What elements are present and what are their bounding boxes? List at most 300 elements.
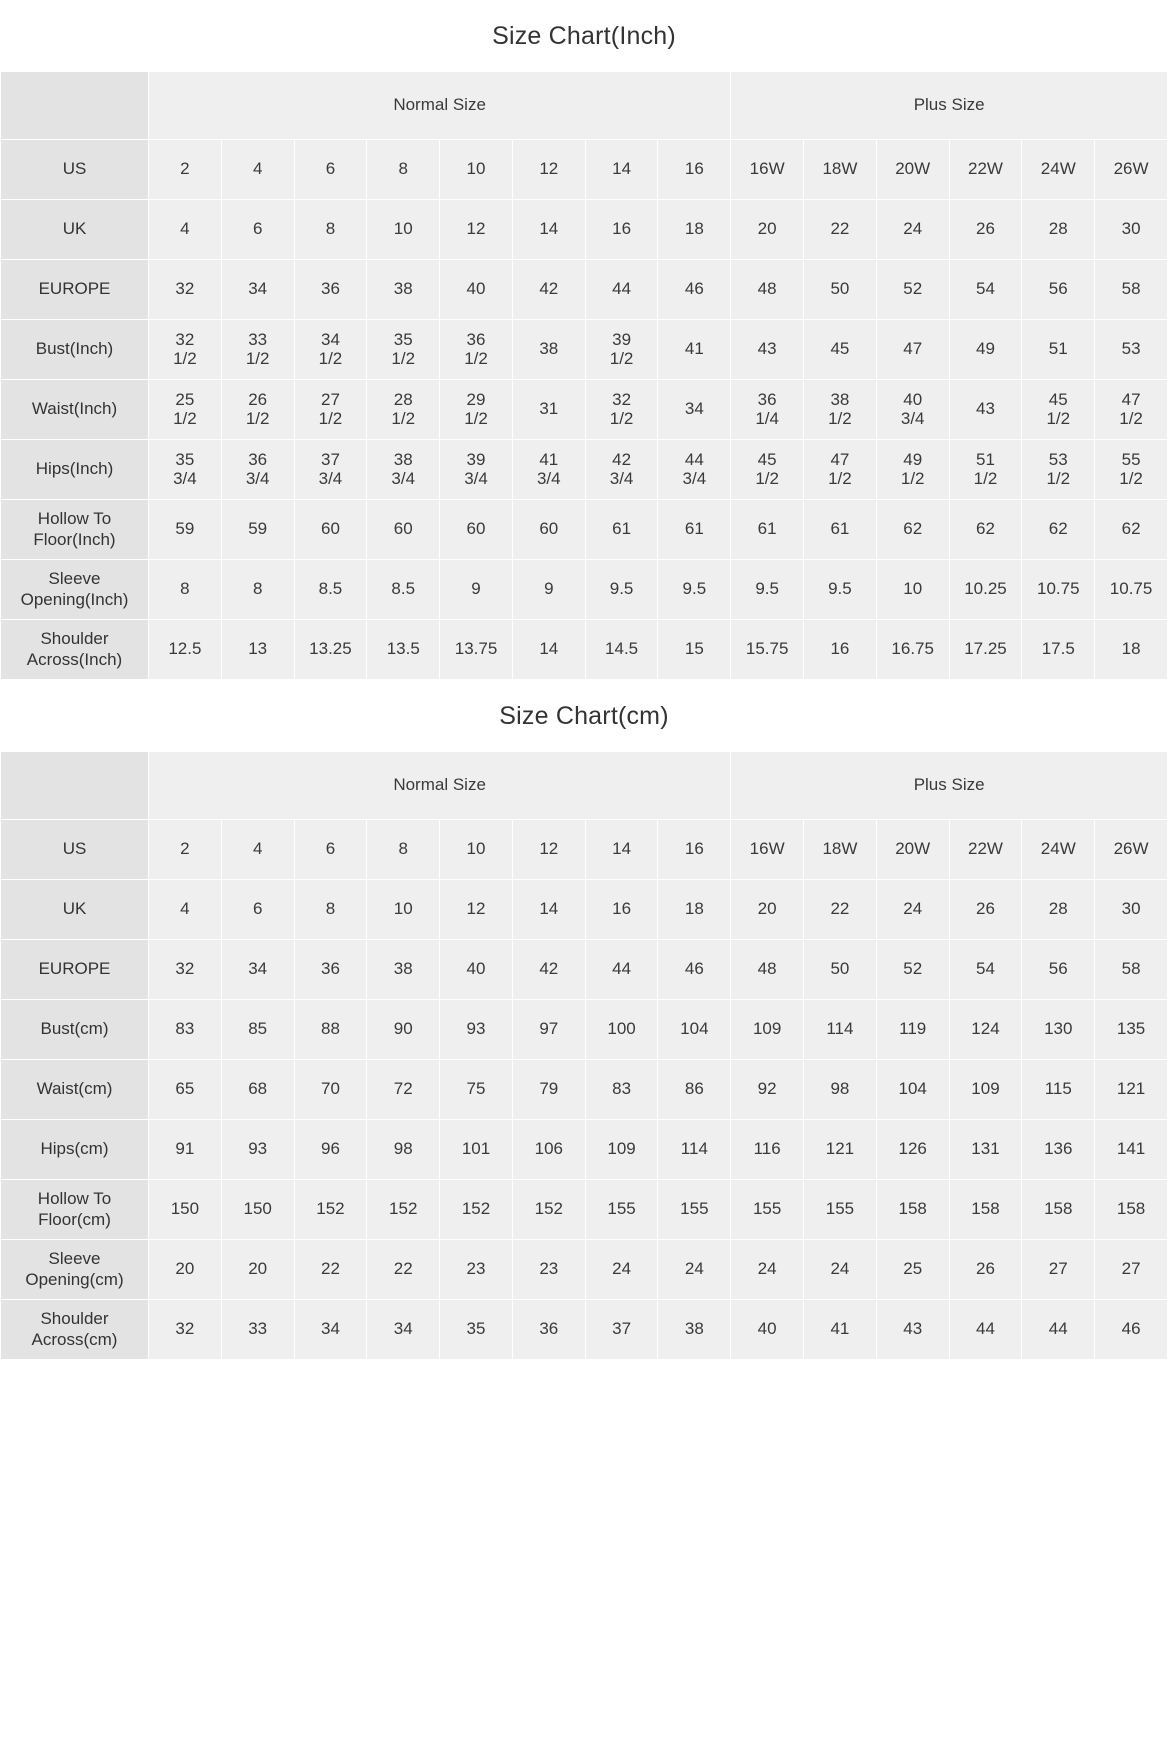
table-cell: 31 bbox=[512, 380, 585, 440]
table-cell: 126 bbox=[876, 1120, 949, 1180]
table-cell: 33 1/2 bbox=[221, 320, 294, 380]
table-cell: 56 bbox=[1022, 260, 1095, 320]
table-cell: 50 bbox=[804, 260, 877, 320]
table-cell: 114 bbox=[658, 1120, 731, 1180]
table-cell: 52 bbox=[876, 940, 949, 1000]
table-cell: 4 bbox=[149, 880, 222, 940]
table-cell: 22W bbox=[949, 140, 1022, 200]
table-cell: 104 bbox=[658, 1000, 731, 1060]
table-row bbox=[1, 1240, 1168, 1300]
table-cell: 121 bbox=[804, 1120, 877, 1180]
table-cell: 72 bbox=[367, 1060, 440, 1120]
table-cell: 115 bbox=[1022, 1060, 1095, 1120]
table-cell: 24 bbox=[585, 1240, 658, 1300]
table-cell: 20 bbox=[731, 880, 804, 940]
table-cell: 10 bbox=[440, 140, 513, 200]
table-row-header: UK bbox=[1, 880, 149, 940]
table-cell: 24 bbox=[658, 1240, 731, 1300]
table-cell: 9.5 bbox=[804, 560, 877, 620]
table-cell: 60 bbox=[367, 500, 440, 560]
table-cell: 54 bbox=[949, 260, 1022, 320]
table-cell: 48 bbox=[731, 940, 804, 1000]
table-cell: 14 bbox=[512, 200, 585, 260]
table-cell: 36 3/4 bbox=[221, 440, 294, 500]
table-cell: 62 bbox=[949, 500, 1022, 560]
table-cell: 55 1/2 bbox=[1095, 440, 1168, 500]
table-row bbox=[1, 940, 1168, 1000]
table-cell: 13.25 bbox=[294, 620, 367, 680]
table-cell: 109 bbox=[585, 1120, 658, 1180]
table-cell: 49 bbox=[949, 320, 1022, 380]
table-cell: 106 bbox=[512, 1120, 585, 1180]
table-row-header: Hips(cm) bbox=[1, 1120, 149, 1180]
table-cell: 40 bbox=[440, 940, 513, 1000]
table-cell: 58 bbox=[1095, 940, 1168, 1000]
table-cell: 68 bbox=[221, 1060, 294, 1120]
table-cell: 45 1/2 bbox=[731, 440, 804, 500]
table-group-header: Plus Size bbox=[731, 72, 1168, 140]
table-cell: 86 bbox=[658, 1060, 731, 1120]
table-cell: 53 1/2 bbox=[1022, 440, 1095, 500]
table-cell: 93 bbox=[221, 1120, 294, 1180]
table-cell: 24W bbox=[1022, 140, 1095, 200]
table-cell: 44 bbox=[949, 1300, 1022, 1360]
table-cell: 8 bbox=[294, 200, 367, 260]
table-cell: 24W bbox=[1022, 820, 1095, 880]
table-cell: 36 bbox=[512, 1300, 585, 1360]
table-cell: 16 bbox=[585, 200, 658, 260]
table-row-header: Bust(cm) bbox=[1, 1000, 149, 1060]
table-row-header: US bbox=[1, 140, 149, 200]
table-cell: 26W bbox=[1095, 820, 1168, 880]
table-cell: 61 bbox=[804, 500, 877, 560]
table-cell: 29 1/2 bbox=[440, 380, 513, 440]
table-cell: 39 3/4 bbox=[440, 440, 513, 500]
table-cell: 61 bbox=[585, 500, 658, 560]
table-cell: 10.75 bbox=[1022, 560, 1095, 620]
table-cell: 18W bbox=[804, 820, 877, 880]
table-cell: 14 bbox=[585, 820, 658, 880]
table-cell: 45 1/2 bbox=[1022, 380, 1095, 440]
table-cell: 83 bbox=[149, 1000, 222, 1060]
table-cell: 12 bbox=[512, 820, 585, 880]
table-cell: 43 bbox=[876, 1300, 949, 1360]
table-cell: 96 bbox=[294, 1120, 367, 1180]
table-cell: 135 bbox=[1095, 1000, 1168, 1060]
table-cell: 6 bbox=[221, 880, 294, 940]
table-cell: 36 1/2 bbox=[440, 320, 513, 380]
table-cell: 62 bbox=[1095, 500, 1168, 560]
table-cell: 42 bbox=[512, 260, 585, 320]
table-cell: 16 bbox=[658, 820, 731, 880]
table-cell: 8.5 bbox=[367, 560, 440, 620]
table-cell: 20 bbox=[221, 1240, 294, 1300]
table-row-header: US bbox=[1, 820, 149, 880]
table-cell: 41 3/4 bbox=[512, 440, 585, 500]
table-cell: 116 bbox=[731, 1120, 804, 1180]
table-cell: 10.25 bbox=[949, 560, 1022, 620]
table-cell: 16W bbox=[731, 820, 804, 880]
table-cell: 17.25 bbox=[949, 620, 1022, 680]
table-cell: 44 bbox=[585, 260, 658, 320]
table-cell: 32 1/2 bbox=[585, 380, 658, 440]
table-cell: 24 bbox=[876, 880, 949, 940]
table-cell: 85 bbox=[221, 1000, 294, 1060]
table-cell: 12 bbox=[440, 200, 513, 260]
table-cell: 16 bbox=[804, 620, 877, 680]
table-cell: 34 bbox=[221, 940, 294, 1000]
table-cell: 41 bbox=[804, 1300, 877, 1360]
size-table bbox=[0, 71, 1168, 680]
table-cell: 25 1/2 bbox=[149, 380, 222, 440]
table-cell: 20 bbox=[731, 200, 804, 260]
table-row bbox=[1, 1120, 1168, 1180]
table-cell: 100 bbox=[585, 1000, 658, 1060]
table-row-header: Hollow To Floor(cm) bbox=[1, 1180, 149, 1240]
table-cell: 40 bbox=[440, 260, 513, 320]
table-cell: 24 bbox=[731, 1240, 804, 1300]
table-cell: 155 bbox=[804, 1180, 877, 1240]
table-cell: 60 bbox=[294, 500, 367, 560]
table-cell: 37 3/4 bbox=[294, 440, 367, 500]
table-row-header: Sleeve Opening(Inch) bbox=[1, 560, 149, 620]
table-cell: 4 bbox=[221, 140, 294, 200]
table-cell: 32 bbox=[149, 1300, 222, 1360]
table-cell: 26 1/2 bbox=[221, 380, 294, 440]
table-cell: 50 bbox=[804, 940, 877, 1000]
table-row-header: Shoulder Across(Inch) bbox=[1, 620, 149, 680]
table-cell: 70 bbox=[294, 1060, 367, 1120]
table-cell: 114 bbox=[804, 1000, 877, 1060]
table-cell: 18 bbox=[658, 880, 731, 940]
table-row bbox=[1, 440, 1168, 500]
table-cell: 121 bbox=[1095, 1060, 1168, 1120]
table-cell: 16.75 bbox=[876, 620, 949, 680]
table-cell: 13.5 bbox=[367, 620, 440, 680]
table-group-header-row bbox=[1, 752, 1168, 820]
table-cell: 35 3/4 bbox=[149, 440, 222, 500]
table-row bbox=[1, 880, 1168, 940]
table-cell: 46 bbox=[658, 940, 731, 1000]
table-cell: 36 bbox=[294, 940, 367, 1000]
table-cell: 32 bbox=[149, 260, 222, 320]
table-cell: 59 bbox=[149, 500, 222, 560]
table-cell: 24 bbox=[804, 1240, 877, 1300]
table-cell: 9.5 bbox=[585, 560, 658, 620]
table-cell: 14 bbox=[512, 620, 585, 680]
table-cell: 8.5 bbox=[294, 560, 367, 620]
table-cell: 28 bbox=[1022, 880, 1095, 940]
table-cell: 26W bbox=[1095, 140, 1168, 200]
table-cell: 9.5 bbox=[731, 560, 804, 620]
table-cell: 33 bbox=[221, 1300, 294, 1360]
table-cell: 46 bbox=[1095, 1300, 1168, 1360]
size-chart-block bbox=[0, 0, 1168, 680]
table-cell: 12 bbox=[512, 140, 585, 200]
table-cell: 104 bbox=[876, 1060, 949, 1120]
table-cell: 155 bbox=[658, 1180, 731, 1240]
table-cell: 61 bbox=[658, 500, 731, 560]
table-cell: 44 bbox=[1022, 1300, 1095, 1360]
table-cell: 150 bbox=[149, 1180, 222, 1240]
table-cell: 62 bbox=[876, 500, 949, 560]
table-cell: 10.75 bbox=[1095, 560, 1168, 620]
table-cell: 88 bbox=[294, 1000, 367, 1060]
table-cell: 14 bbox=[512, 880, 585, 940]
table-cell: 51 bbox=[1022, 320, 1095, 380]
table-cell: 32 bbox=[149, 940, 222, 1000]
table-cell: 101 bbox=[440, 1120, 513, 1180]
table-cell: 24 bbox=[876, 200, 949, 260]
table-cell: 83 bbox=[585, 1060, 658, 1120]
table-cell: 26 bbox=[949, 1240, 1022, 1300]
table-cell: 75 bbox=[440, 1060, 513, 1120]
table-cell: 51 1/2 bbox=[949, 440, 1022, 500]
table-cell: 4 bbox=[149, 200, 222, 260]
table-cell: 43 bbox=[731, 320, 804, 380]
table-cell: 30 bbox=[1095, 200, 1168, 260]
table-cell: 10 bbox=[876, 560, 949, 620]
table-cell: 18W bbox=[804, 140, 877, 200]
table-cell: 25 bbox=[876, 1240, 949, 1300]
table-row-header: Shoulder Across(cm) bbox=[1, 1300, 149, 1360]
table-cell: 56 bbox=[1022, 940, 1095, 1000]
table-cell: 8 bbox=[149, 560, 222, 620]
table-cell: 38 1/2 bbox=[804, 380, 877, 440]
table-row bbox=[1, 1000, 1168, 1060]
table-cell: 46 bbox=[658, 260, 731, 320]
table-cell: 13.75 bbox=[440, 620, 513, 680]
table-cell: 131 bbox=[949, 1120, 1022, 1180]
table-cell: 60 bbox=[440, 500, 513, 560]
table-cell: 6 bbox=[294, 140, 367, 200]
table-cell: 54 bbox=[949, 940, 1022, 1000]
table-cell: 130 bbox=[1022, 1000, 1095, 1060]
table-cell: 8 bbox=[294, 880, 367, 940]
table-corner-cell bbox=[1, 752, 149, 820]
table-cell: 158 bbox=[1095, 1180, 1168, 1240]
table-cell: 158 bbox=[949, 1180, 1022, 1240]
table-row-header: Hollow To Floor(Inch) bbox=[1, 500, 149, 560]
table-row bbox=[1, 620, 1168, 680]
table-cell: 34 bbox=[294, 1300, 367, 1360]
table-cell: 109 bbox=[949, 1060, 1022, 1120]
table-cell: 52 bbox=[876, 260, 949, 320]
table-cell: 28 bbox=[1022, 200, 1095, 260]
table-cell: 98 bbox=[367, 1120, 440, 1180]
table-cell: 60 bbox=[512, 500, 585, 560]
table-cell: 18 bbox=[658, 200, 731, 260]
table-cell: 79 bbox=[512, 1060, 585, 1120]
table-cell: 22 bbox=[294, 1240, 367, 1300]
table-cell: 26 bbox=[949, 880, 1022, 940]
table-row bbox=[1, 1180, 1168, 1240]
table-cell: 12 bbox=[440, 880, 513, 940]
table-cell: 152 bbox=[512, 1180, 585, 1240]
table-cell: 15 bbox=[658, 620, 731, 680]
table-cell: 158 bbox=[876, 1180, 949, 1240]
table-cell: 34 1/2 bbox=[294, 320, 367, 380]
table-row bbox=[1, 200, 1168, 260]
table-cell: 9 bbox=[512, 560, 585, 620]
table-cell: 41 bbox=[658, 320, 731, 380]
table-cell: 38 bbox=[658, 1300, 731, 1360]
table-cell: 16W bbox=[731, 140, 804, 200]
table-cell: 38 3/4 bbox=[367, 440, 440, 500]
table-cell: 155 bbox=[585, 1180, 658, 1240]
table-cell: 34 bbox=[221, 260, 294, 320]
table-cell: 36 1/4 bbox=[731, 380, 804, 440]
table-cell: 20W bbox=[876, 140, 949, 200]
table-row bbox=[1, 140, 1168, 200]
table-row bbox=[1, 500, 1168, 560]
table-cell: 35 bbox=[440, 1300, 513, 1360]
table-cell: 136 bbox=[1022, 1120, 1095, 1180]
table-cell: 65 bbox=[149, 1060, 222, 1120]
table-cell: 14.5 bbox=[585, 620, 658, 680]
table-cell: 34 bbox=[367, 1300, 440, 1360]
table-cell: 10 bbox=[367, 880, 440, 940]
table-cell: 20 bbox=[149, 1240, 222, 1300]
table-cell: 14 bbox=[585, 140, 658, 200]
table-cell: 15.75 bbox=[731, 620, 804, 680]
table-cell: 2 bbox=[149, 140, 222, 200]
table-cell: 48 bbox=[731, 260, 804, 320]
table-cell: 8 bbox=[367, 820, 440, 880]
table-row bbox=[1, 260, 1168, 320]
table-cell: 39 1/2 bbox=[585, 320, 658, 380]
table-cell: 61 bbox=[731, 500, 804, 560]
table-cell: 27 bbox=[1022, 1240, 1095, 1300]
table-cell: 17.5 bbox=[1022, 620, 1095, 680]
table-cell: 16 bbox=[658, 140, 731, 200]
table-cell: 26 bbox=[949, 200, 1022, 260]
table-row-header: UK bbox=[1, 200, 149, 260]
table-row-header: Bust(Inch) bbox=[1, 320, 149, 380]
table-cell: 36 bbox=[294, 260, 367, 320]
table-cell: 37 bbox=[585, 1300, 658, 1360]
table-cell: 27 1/2 bbox=[294, 380, 367, 440]
table-cell: 42 bbox=[512, 940, 585, 1000]
table-cell: 38 bbox=[512, 320, 585, 380]
table-cell: 9.5 bbox=[658, 560, 731, 620]
table-cell: 92 bbox=[731, 1060, 804, 1120]
table-cell: 22 bbox=[804, 880, 877, 940]
table-cell: 58 bbox=[1095, 260, 1168, 320]
table-cell: 47 1/2 bbox=[804, 440, 877, 500]
table-group-header: Normal Size bbox=[149, 72, 731, 140]
table-cell: 93 bbox=[440, 1000, 513, 1060]
table-row-header: EUROPE bbox=[1, 940, 149, 1000]
table-cell: 13 bbox=[221, 620, 294, 680]
table-cell: 35 1/2 bbox=[367, 320, 440, 380]
table-cell: 53 bbox=[1095, 320, 1168, 380]
table-cell: 49 1/2 bbox=[876, 440, 949, 500]
table-cell: 98 bbox=[804, 1060, 877, 1120]
table-cell: 34 bbox=[658, 380, 731, 440]
table-cell: 2 bbox=[149, 820, 222, 880]
table-cell: 44 3/4 bbox=[658, 440, 731, 500]
table-cell: 8 bbox=[221, 560, 294, 620]
table-corner-cell bbox=[1, 72, 149, 140]
table-cell: 22W bbox=[949, 820, 1022, 880]
table-group-header: Plus Size bbox=[731, 752, 1168, 820]
table-cell: 30 bbox=[1095, 880, 1168, 940]
table-cell: 6 bbox=[221, 200, 294, 260]
table-row bbox=[1, 380, 1168, 440]
table-cell: 28 1/2 bbox=[367, 380, 440, 440]
table-cell: 8 bbox=[367, 140, 440, 200]
table-cell: 20W bbox=[876, 820, 949, 880]
table-cell: 44 bbox=[585, 940, 658, 1000]
table-cell: 23 bbox=[440, 1240, 513, 1300]
table-cell: 6 bbox=[294, 820, 367, 880]
table-row bbox=[1, 820, 1168, 880]
size-table bbox=[0, 751, 1168, 1360]
table-cell: 18 bbox=[1095, 620, 1168, 680]
table-cell: 22 bbox=[804, 200, 877, 260]
table-cell: 97 bbox=[512, 1000, 585, 1060]
table-row bbox=[1, 1300, 1168, 1360]
table-cell: 59 bbox=[221, 500, 294, 560]
table-cell: 155 bbox=[731, 1180, 804, 1240]
table-cell: 152 bbox=[367, 1180, 440, 1240]
table-cell: 38 bbox=[367, 940, 440, 1000]
table-cell: 141 bbox=[1095, 1120, 1168, 1180]
table-cell: 38 bbox=[367, 260, 440, 320]
table-cell: 40 bbox=[731, 1300, 804, 1360]
table-cell: 43 bbox=[949, 380, 1022, 440]
table-cell: 23 bbox=[512, 1240, 585, 1300]
size-chart-block bbox=[0, 680, 1168, 1360]
table-cell: 47 bbox=[876, 320, 949, 380]
table-row-header: EUROPE bbox=[1, 260, 149, 320]
table-cell: 45 bbox=[804, 320, 877, 380]
table-row-header: Waist(Inch) bbox=[1, 380, 149, 440]
table-row bbox=[1, 560, 1168, 620]
table-cell: 119 bbox=[876, 1000, 949, 1060]
table-cell: 22 bbox=[367, 1240, 440, 1300]
table-cell: 91 bbox=[149, 1120, 222, 1180]
table-cell: 16 bbox=[585, 880, 658, 940]
table-cell: 47 1/2 bbox=[1095, 380, 1168, 440]
table-cell: 150 bbox=[221, 1180, 294, 1240]
table-group-header: Normal Size bbox=[149, 752, 731, 820]
table-cell: 10 bbox=[367, 200, 440, 260]
table-cell: 9 bbox=[440, 560, 513, 620]
table-cell: 90 bbox=[367, 1000, 440, 1060]
table-row bbox=[1, 320, 1168, 380]
table-cell: 42 3/4 bbox=[585, 440, 658, 500]
table-row bbox=[1, 1060, 1168, 1120]
table-cell: 10 bbox=[440, 820, 513, 880]
table-row-header: Hips(Inch) bbox=[1, 440, 149, 500]
table-cell: 158 bbox=[1022, 1180, 1095, 1240]
table-group-header-row bbox=[1, 72, 1168, 140]
table-cell: 124 bbox=[949, 1000, 1022, 1060]
table-cell: 152 bbox=[440, 1180, 513, 1240]
table-row-header: Sleeve Opening(cm) bbox=[1, 1240, 149, 1300]
table-cell: 152 bbox=[294, 1180, 367, 1240]
chart-title: Size Chart(cm) bbox=[499, 702, 669, 730]
table-cell: 32 1/2 bbox=[149, 320, 222, 380]
chart-title: Size Chart(Inch) bbox=[492, 22, 676, 50]
table-cell: 27 bbox=[1095, 1240, 1168, 1300]
table-cell: 40 3/4 bbox=[876, 380, 949, 440]
table-cell: 12.5 bbox=[149, 620, 222, 680]
table-cell: 109 bbox=[731, 1000, 804, 1060]
table-row-header: Waist(cm) bbox=[1, 1060, 149, 1120]
